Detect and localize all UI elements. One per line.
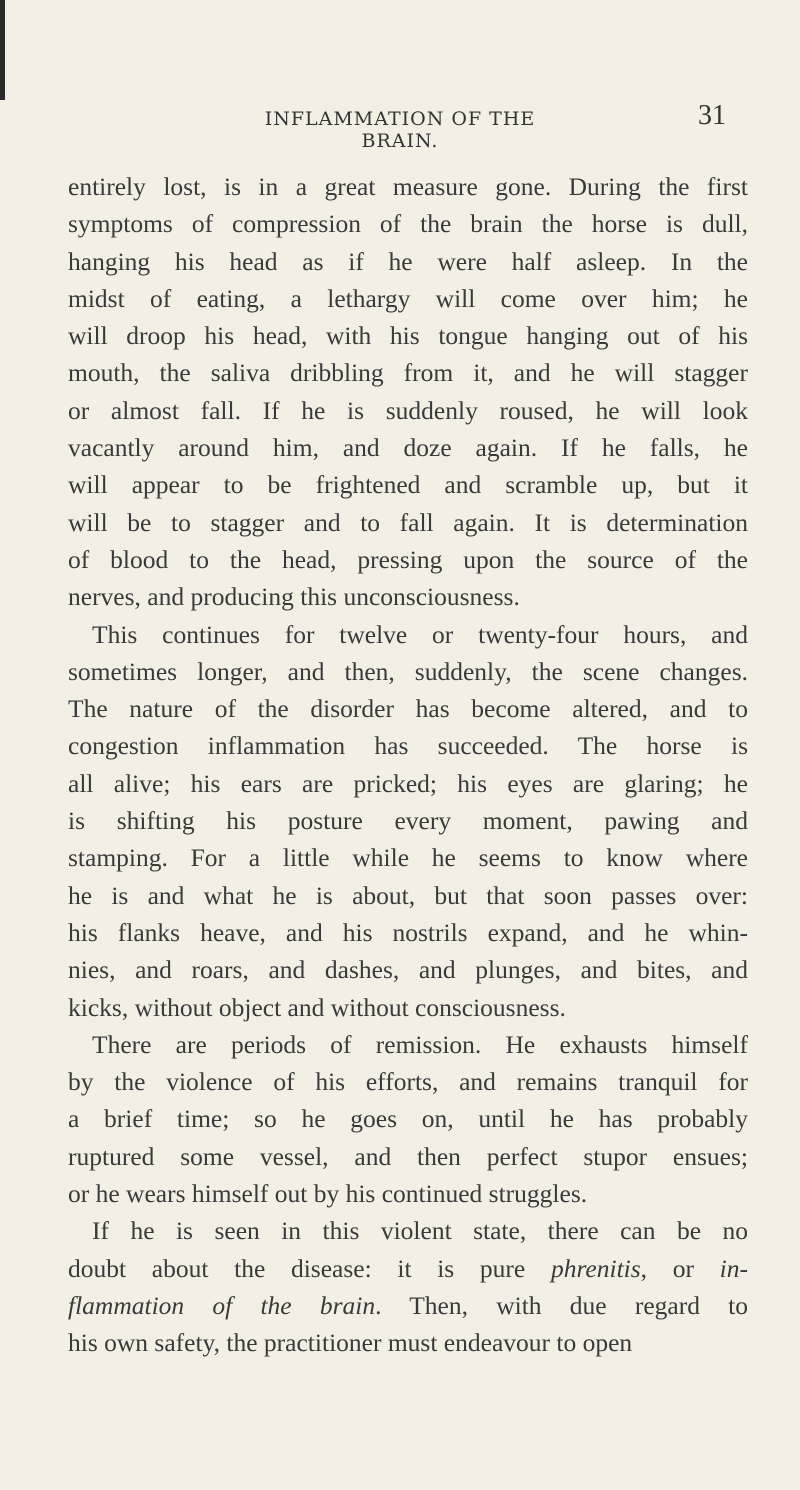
text-line <box>68 1287 748 1324</box>
text-line: by the violence of his efforts, and remains tranquil for <box>68 1067 748 1097</box>
text-line: entirely lost, is in a great measure gone. During the first <box>68 172 748 201</box>
italic-term: phrenitis <box>550 1253 641 1283</box>
text-run: . Then, with due regard to <box>375 1290 748 1320</box>
page-edge-shadow <box>0 0 5 100</box>
text-line: symptoms of compression of the brain the horse is dull, <box>68 209 748 239</box>
text-line: mouth, the saliva dribbling from it, and he will stagger <box>68 358 748 388</box>
text-line: will be to stagger and to fall again. It is determination <box>68 507 748 537</box>
text-line: a brief time; so he goes on, until he has probably <box>68 1104 748 1134</box>
text-line: all alive; his ears are pricked; his eyes are glaring; he <box>68 768 748 798</box>
italic-term: flammation of the brain <box>68 1290 376 1320</box>
text-line: or he wears himself out by his continued struggles. <box>68 1179 588 1209</box>
text-run: , or <box>640 1253 720 1283</box>
text-line: his own safety, the practitioner must endeavour to open <box>68 1328 633 1358</box>
text-line: stamping. For a little while he seems to know where <box>68 843 748 873</box>
text-line: The nature of the disorder has become altered, and to <box>68 694 748 724</box>
text-line: kicks, without object and without consciousness. <box>68 992 566 1022</box>
text-run: doubt about the disease: it is pure <box>68 1253 551 1283</box>
text-line: or almost fall. If he is suddenly roused, he will look <box>68 395 748 425</box>
italic-term: in- <box>719 1253 748 1283</box>
text-line: There are periods of remission. He exhausts himself <box>92 1029 748 1059</box>
text-line: sometimes longer, and then, suddenly, the scene changes. <box>68 656 748 686</box>
text-line: congestion inflammation has succeeded. The horse is <box>68 731 748 761</box>
text-line <box>68 1250 748 1287</box>
text-line: his flanks heave, and his nostrils expand, and he whin- <box>68 917 748 947</box>
text-line: If he is seen in this violent state, there can be no <box>92 1216 748 1246</box>
page-number: 31 <box>698 100 726 131</box>
text-line: vacantly around him, and doze again. If he falls, he <box>68 433 748 463</box>
text-line: will appear to be frightened and scramble up, but it <box>68 470 748 500</box>
text-line: is shifting his posture every moment, pawing and <box>68 806 748 836</box>
text-line: hanging his head as if he were half asleep. In the <box>68 246 748 276</box>
text-line: nies, and roars, and dashes, and plunges, and bites, and <box>68 955 748 985</box>
body-text <box>68 168 748 1362</box>
text-line: of blood to the head, pressing upon the source of the <box>68 544 748 574</box>
text-line: he is and what he is about, but that soon passes over: <box>68 880 748 910</box>
text-line: nerves, and producing this unconsciousness. <box>68 582 520 612</box>
text-line: will droop his head, with his tongue hanging out of his <box>68 321 748 351</box>
text-line: This continues for twelve or twenty-four hours, and <box>92 619 748 649</box>
running-title: INFLAMMATION OF THE BRAIN. <box>264 108 536 152</box>
text-line: ruptured some vessel, and then perfect stupor ensues; <box>68 1141 748 1171</box>
text-line: midst of eating, a lethargy will come over him; he <box>68 283 748 313</box>
